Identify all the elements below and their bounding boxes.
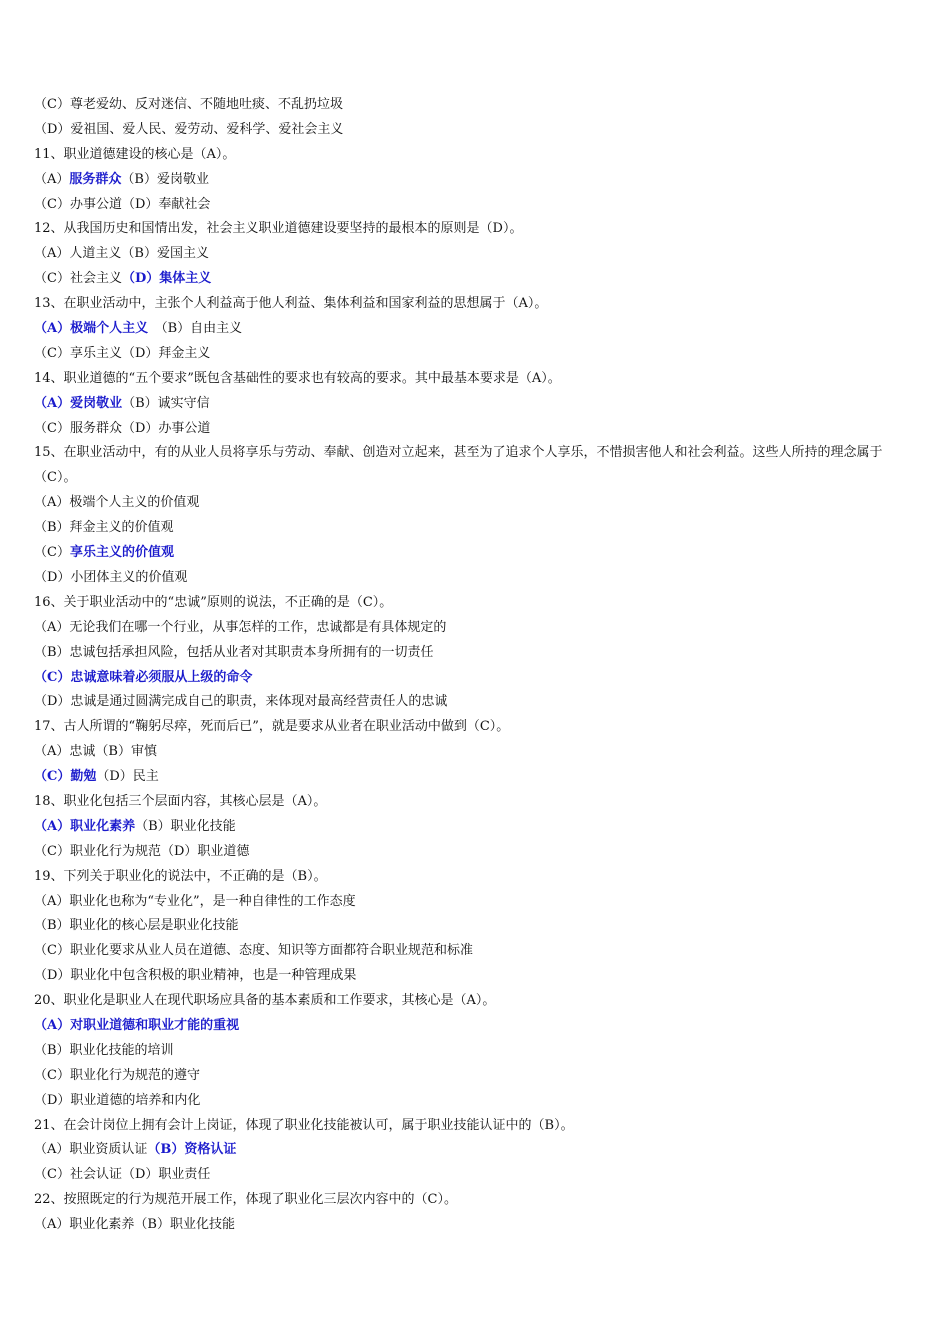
text-segment: 13、在职业活动中，主张个人利益高于他人利益、集体利益和国家利益的思想属于（A）。	[34, 296, 548, 312]
answer-highlight: （D）集体主义	[121, 271, 212, 287]
text-line	[34, 1138, 920, 1163]
text-segment: （B）职业化技能	[135, 818, 236, 834]
text-line	[34, 690, 920, 715]
text-line	[34, 666, 920, 691]
text-segment: （B）职业化技能的培训	[34, 1042, 174, 1058]
text-line	[34, 740, 920, 765]
text-segment: 12、从我国历史和国情出发，社会主义职业道德建设要坚持的最根本的原则是（D）。	[34, 221, 523, 237]
text-line	[34, 790, 920, 815]
answer-highlight: 服务群众	[69, 171, 122, 187]
answer-highlight: （A）极端个人主义	[34, 321, 149, 337]
text-segment: 22、按照既定的行为规范开展工作，体现了职业化三层次内容中的（C）。	[34, 1192, 457, 1208]
answer-highlight: （A）爱岗敬业	[34, 395, 123, 411]
answer-highlight: （B）资格认证	[147, 1142, 237, 1158]
text-segment: （A）职业化也称为“专业化”，是一种自律性的工作态度	[34, 893, 356, 909]
answer-highlight: （A）对职业道德和职业才能的重视	[34, 1017, 240, 1033]
text-segment: 19、下列关于职业化的说法中，不正确的是（B）。	[34, 868, 327, 884]
text-line	[34, 441, 920, 491]
text-segment: 11、职业道德建设的核心是（A）。	[34, 146, 236, 162]
text-line	[34, 118, 920, 143]
text-line	[34, 840, 920, 865]
text-line	[34, 541, 920, 566]
text-segment: （C）服务群众（D）办事公道	[34, 420, 211, 436]
text-line	[34, 1089, 920, 1114]
text-segment: （D）爱祖国、爱人民、爱劳动、爱科学、爱社会主义	[34, 121, 344, 137]
text-segment: （B）忠诚包括承担风险，包括从业者对其职责本身所拥有的一切责任	[34, 644, 434, 660]
text-segment: （A）职业化素养（B）职业化技能	[34, 1217, 235, 1233]
text-segment: 15、在职业活动中，有的从业人员将享乐与劳动、奉献、创造对立起来，甚至为了追求个人享乐，不惜损害他人和社会利益。这些人所持的理念属于（C）。	[34, 445, 883, 486]
text-segment: （A）人道主义（B）爱国主义	[34, 246, 209, 262]
text-segment: （B）诚实守信	[122, 395, 210, 411]
answer-highlight: （A）职业化素养	[34, 818, 136, 834]
text-segment: （A）	[34, 171, 70, 187]
text-segment: （C）职业化行为规范（D）职业道德	[34, 843, 250, 859]
text-line	[34, 1039, 920, 1064]
text-line	[34, 964, 920, 989]
text-segment: （A）忠诚（B）审慎	[34, 744, 157, 760]
text-line	[34, 342, 920, 367]
text-segment: （A）极端个人主义的价值观	[34, 495, 200, 511]
text-segment: （D）民主	[96, 769, 159, 785]
answer-highlight: （C）勤勉	[34, 769, 97, 785]
text-segment: （C）社会认证（D）职业责任	[34, 1167, 211, 1183]
text-line	[34, 1163, 920, 1188]
text-line	[34, 715, 920, 740]
text-line	[34, 939, 920, 964]
text-line	[34, 267, 920, 292]
text-segment: 18、职业化包括三个层面内容，其核心层是（A）。	[34, 793, 327, 809]
text-line	[34, 591, 920, 616]
text-line	[34, 143, 920, 168]
text-line	[34, 491, 920, 516]
text-segment: （A）无论我们在哪一个行业，从事怎样的工作，忠诚都是有具体规定的	[34, 619, 447, 635]
answer-highlight: 享乐主义的价值观	[69, 545, 174, 561]
text-line	[34, 193, 920, 218]
text-line	[34, 1014, 920, 1039]
text-line	[34, 93, 920, 118]
text-segment: （D）忠诚是通过圆满完成自己的职责，来体现对最高经营责任人的忠诚	[34, 694, 448, 710]
text-line	[34, 317, 920, 342]
text-segment: （B）拜金主义的价值观	[34, 520, 174, 536]
text-segment: （D）职业道德的培养和内化	[34, 1092, 201, 1108]
text-segment: 20、职业化是职业人在现代职场应具备的基本素质和工作要求，其核心是（A）。	[34, 993, 496, 1009]
text-line	[34, 765, 920, 790]
text-line	[34, 392, 920, 417]
text-line	[34, 242, 920, 267]
text-line	[34, 168, 920, 193]
text-segment: （B）职业化的核心层是职业化技能	[34, 918, 239, 934]
text-line	[34, 890, 920, 915]
text-line	[34, 217, 920, 242]
text-segment: 21、在会计岗位上拥有会计上岗证，体现了职业化技能被认可，属于职业技能认证中的（B）。	[34, 1117, 574, 1133]
text-segment: （B）自由主义	[148, 321, 243, 337]
text-line	[34, 989, 920, 1014]
text-segment: （C）职业化行为规范的遵守	[34, 1067, 200, 1083]
text-line	[34, 815, 920, 840]
text-segment: （C）职业化要求从业人员在道德、态度、知识等方面都符合职业规范和标准	[34, 943, 473, 959]
text-segment: （C）尊老爱幼、反对迷信、不随地吐痰、不乱扔垃圾	[34, 97, 343, 112]
text-line	[34, 616, 920, 641]
text-line	[34, 1114, 920, 1139]
text-line	[34, 1213, 920, 1238]
text-line	[34, 641, 920, 666]
text-line	[34, 292, 920, 317]
text-line	[34, 1064, 920, 1089]
text-line	[34, 566, 920, 591]
text-segment: 14、职业道德的“五个要求”既包含基础性的要求也有较高的要求。其中最基本要求是（A）。	[34, 370, 561, 386]
text-line	[34, 417, 920, 442]
text-segment: （C）社会主义	[34, 271, 122, 287]
text-segment: 16、关于职业活动中的“忠诚”原则的说法，不正确的是（C）。	[34, 594, 393, 610]
text-segment: （A）职业资质认证	[34, 1142, 148, 1158]
text-segment: （D）职业化中包含积极的职业精神，也是一种管理成果	[34, 968, 357, 984]
text-segment: 17、古人所谓的“鞠躬尽瘁，死而后已”，就是要求从业者在职业活动中做到（C）。	[34, 719, 510, 735]
answer-highlight: （C）忠诚意味着必须服从上级的命令	[34, 669, 253, 685]
text-line	[34, 914, 920, 939]
text-line	[34, 516, 920, 541]
text-line	[34, 865, 920, 890]
text-line	[34, 367, 920, 392]
text-segment: （C）	[34, 545, 70, 561]
text-segment: （B）爱岗敬业	[121, 171, 209, 187]
text-segment: （C）办事公道（D）奉献社会	[34, 196, 211, 212]
text-line	[34, 1188, 920, 1213]
text-segment: （C）享乐主义（D）拜金主义	[34, 345, 211, 361]
text-segment: （D）小团体主义的价值观	[34, 569, 188, 585]
